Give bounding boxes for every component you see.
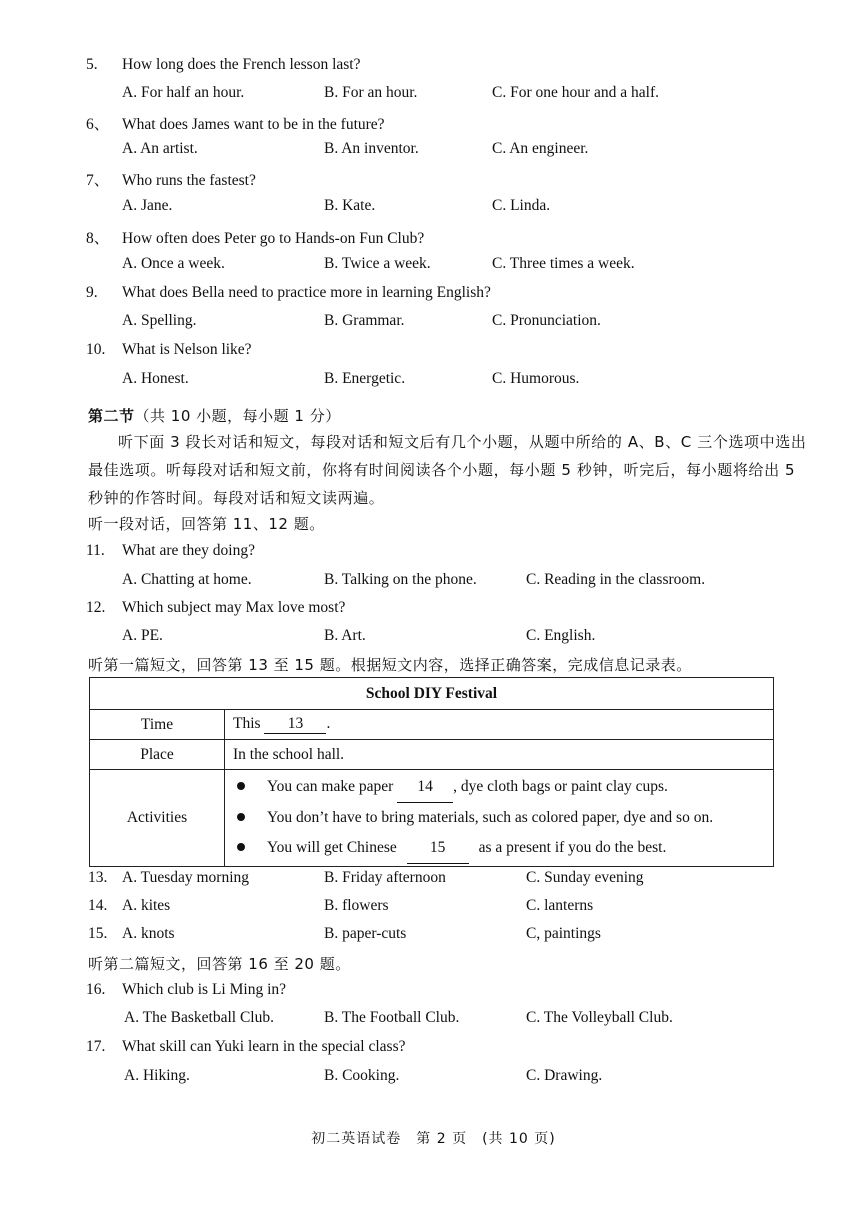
- bullet-icon: [237, 782, 245, 790]
- option-c[interactable]: C. Drawing.: [526, 1067, 603, 1084]
- place-label: Place: [90, 740, 225, 770]
- bullet-icon: [237, 843, 245, 851]
- page-footer: 初二英语试卷 第 2 页 (共 10 页): [311, 1131, 556, 1147]
- question-stem: [86, 341, 252, 359]
- option-b[interactable]: B. Kate.: [324, 197, 376, 214]
- option-c[interactable]: C. Humorous.: [492, 370, 580, 387]
- option-a[interactable]: A. Jane.: [122, 197, 173, 214]
- option-a[interactable]: A. PE.: [122, 627, 163, 644]
- option-b[interactable]: B. Talking on the phone.: [324, 571, 477, 588]
- option-c[interactable]: C. English.: [526, 627, 596, 644]
- blank-15: 15: [407, 833, 469, 864]
- question-number: 14.: [88, 897, 108, 914]
- option-c[interactable]: C. The Volleyball Club.: [526, 1009, 673, 1026]
- option-a[interactable]: A. knots: [122, 925, 175, 942]
- question-text: What are they doing?: [122, 542, 255, 559]
- time-suffix: .: [326, 715, 331, 732]
- question-stem: [86, 226, 424, 248]
- question-stem: [86, 56, 361, 74]
- question-text: How often does Peter go to Hands-on Fun Club?: [122, 230, 425, 247]
- option-b[interactable]: B. The Football Club.: [324, 1009, 460, 1026]
- option-c[interactable]: C. An engineer.: [492, 140, 589, 157]
- option-b[interactable]: B. Cooking.: [324, 1067, 400, 1084]
- option-b[interactable]: B. For an hour.: [324, 84, 418, 101]
- question-number: 10.: [86, 341, 106, 358]
- option-a[interactable]: A. For half an hour.: [122, 84, 245, 101]
- option-a[interactable]: A. kites: [122, 897, 171, 914]
- option-b[interactable]: B. Twice a week.: [324, 255, 431, 272]
- time-label: Time: [90, 710, 225, 740]
- question-text: What does James want to be in the future?: [122, 116, 385, 133]
- option-a[interactable]: A. Hiking.: [124, 1067, 190, 1084]
- question-number: 11.: [86, 542, 105, 559]
- question-number: 9.: [86, 284, 98, 301]
- question-text: What skill can Yuki learn in the special class?: [122, 1038, 406, 1055]
- passage1-prompt: 听第一篇短文，回答第 13 至 15 题。根据短文内容，选择正确答案，完成信息记录表。: [88, 656, 692, 674]
- option-c[interactable]: C. Pronunciation.: [492, 312, 601, 329]
- passage2-prompt: 听第二篇短文，回答第 16 至 20 题。: [88, 955, 351, 973]
- blank-13: 13: [264, 715, 326, 734]
- option-b[interactable]: B. paper-cuts: [324, 925, 407, 942]
- question-stem: [86, 599, 345, 617]
- place-value: In the school hall.: [225, 740, 774, 770]
- option-a[interactable]: A. Honest.: [122, 370, 189, 387]
- question-number: 8、: [86, 230, 110, 247]
- question-text: What is Nelson like?: [122, 341, 252, 358]
- time-prefix: This: [233, 715, 261, 732]
- option-b[interactable]: B. flowers: [324, 897, 389, 914]
- question-number: 13.: [88, 869, 108, 886]
- question-stem: [86, 168, 256, 190]
- section-instructions: 听下面 3 段长对话和短文，每段对话和短文后有几个小题，从题中所给的 A、B、C 三个选项中选出最佳选项。听每段对话和短文前，你将有时间阅读各个小题，每小题 5 秒钟，听完后，每小题将给出 5 秒钟的作答时间。每段对话和短文读两遍。: [88, 433, 807, 507]
- question-number: 15.: [88, 925, 108, 942]
- question-text: Which club is Li Ming in?: [122, 981, 287, 998]
- question-number: 12.: [86, 599, 106, 616]
- question-text: How long does the French lesson last?: [122, 56, 361, 73]
- activity-2: You don’t have to bring materials, such as colored paper, dye and so on.: [233, 803, 765, 833]
- section-heading: [88, 405, 341, 426]
- option-a[interactable]: A. Once a week.: [122, 255, 225, 272]
- section-title: 第二节: [88, 407, 135, 425]
- option-c[interactable]: C. Linda.: [492, 197, 551, 214]
- option-c[interactable]: C. For one hour and a half.: [492, 84, 660, 101]
- activity-3: You will get Chinese 15 as a present if you do the best.: [233, 833, 765, 864]
- section-note: （共 10 小题，每小题 1 分）: [134, 407, 341, 425]
- blank-14: 14: [397, 772, 453, 803]
- option-b[interactable]: B. An inventor.: [324, 140, 419, 157]
- question-stem: [86, 284, 491, 302]
- question-number: 7、: [86, 172, 110, 189]
- info-record-table: [89, 677, 774, 867]
- option-b[interactable]: B. Art.: [324, 627, 366, 644]
- option-b[interactable]: B. Friday afternoon: [324, 869, 446, 886]
- option-b[interactable]: B. Grammar.: [324, 312, 405, 329]
- activity-1: You can make paper 14 , dye cloth bags or paint clay cups.: [233, 772, 765, 803]
- question-stem: [86, 1038, 406, 1056]
- option-a[interactable]: A. Tuesday morning: [122, 869, 250, 886]
- question-stem: [86, 542, 255, 560]
- option-a[interactable]: A. An artist.: [122, 140, 198, 157]
- option-c[interactable]: C. Sunday evening: [526, 869, 644, 886]
- option-c[interactable]: C. Three times a week.: [492, 255, 635, 272]
- activities-label: Activities: [90, 770, 225, 867]
- time-cell: [225, 710, 774, 740]
- question-number: 17.: [86, 1038, 106, 1055]
- option-c[interactable]: C, paintings: [526, 925, 601, 942]
- question-stem: [86, 112, 385, 134]
- question-stem: [86, 981, 286, 999]
- option-c[interactable]: C. Reading in the classroom.: [526, 571, 706, 588]
- bullet-icon: [237, 813, 245, 821]
- question-text: What does Bella need to practice more in learning English?: [122, 284, 491, 301]
- option-a[interactable]: A. The Basketball Club.: [124, 1009, 274, 1026]
- option-a[interactable]: A. Chatting at home.: [122, 571, 252, 588]
- question-number: 16.: [86, 981, 106, 998]
- table-title: School DIY Festival: [90, 678, 774, 710]
- activities-cell: [225, 770, 774, 867]
- option-b[interactable]: B. Energetic.: [324, 370, 406, 387]
- question-text: Which subject may Max love most?: [122, 599, 346, 616]
- option-a[interactable]: A. Spelling.: [122, 312, 197, 329]
- question-text: Who runs the fastest?: [122, 172, 256, 189]
- question-number: 6、: [86, 116, 110, 133]
- option-c[interactable]: C. lanterns: [526, 897, 594, 914]
- question-number: 5.: [86, 56, 98, 73]
- dialogue-prompt: 听一段对话，回答第 11、12 题。: [88, 515, 325, 533]
